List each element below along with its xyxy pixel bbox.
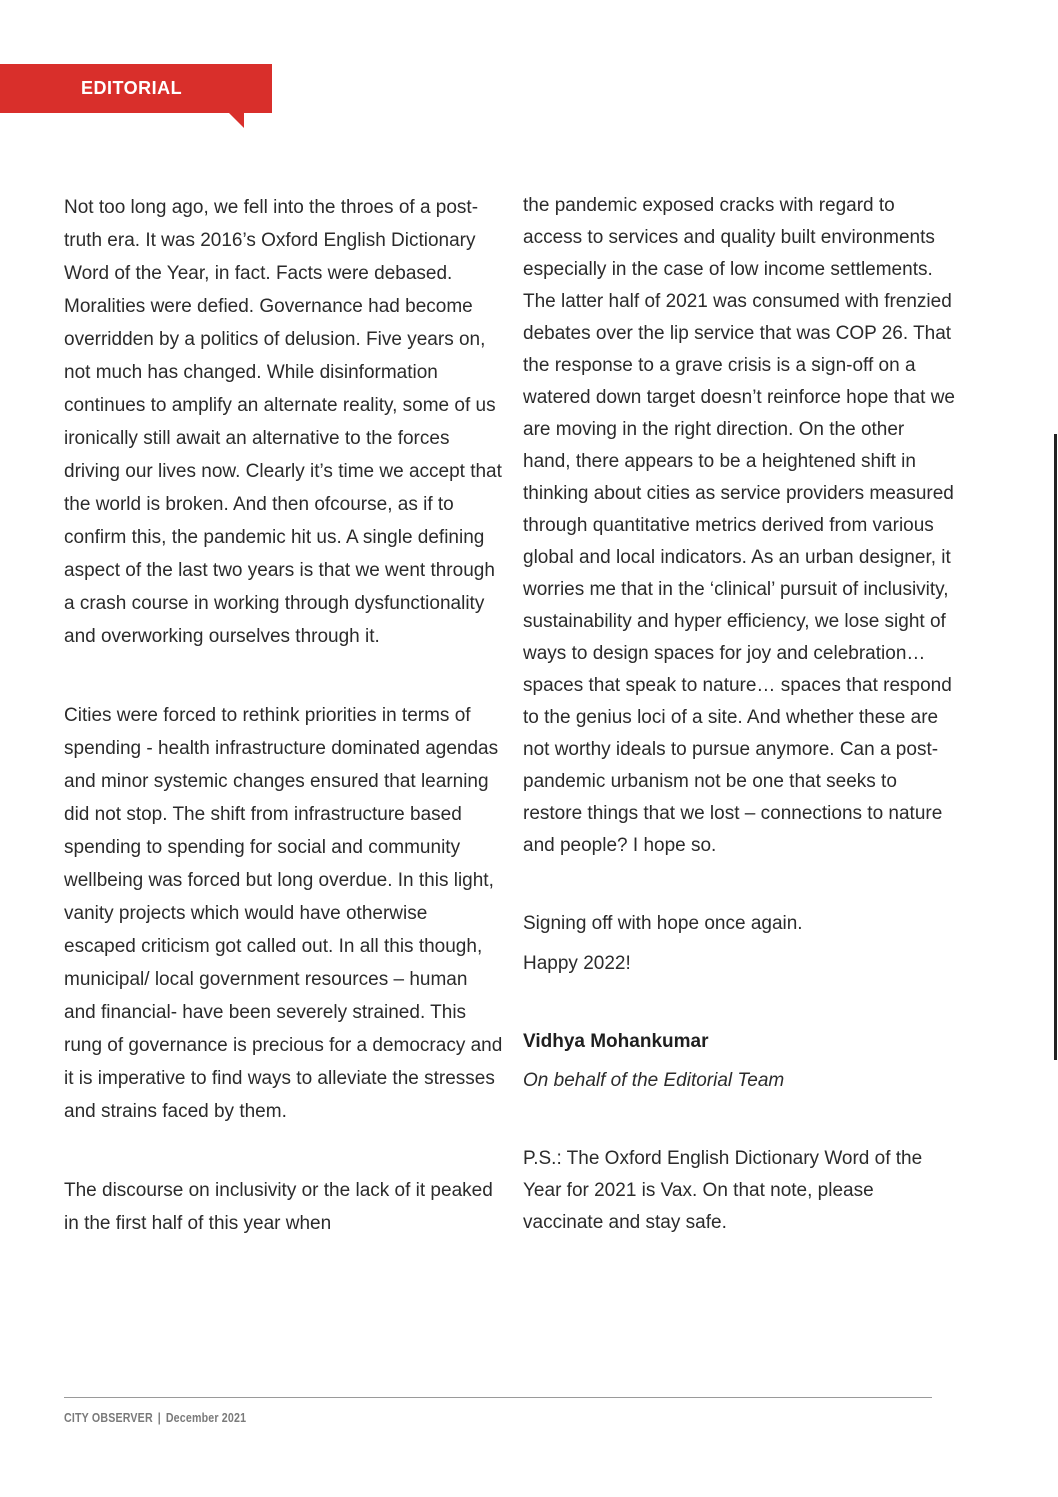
left-column xyxy=(64,191,504,1240)
paragraph-1: Not too long ago, we fell into the throes of a post-truth era. It was 2016’s Oxford English Dictionary Word of the Year, in fact. Facts were debased. Moralities were defied. Governance had become overridden by a politics of delusion. Five years on, not much has changed. While disinformation continues to amplify an alternate reality, some of us ironically still await an alternative to the forces driving our lives now. Clearly it’s time we accept that the world is broken. And then ofcourse, as if to confirm this, the pandemic hit us. A single defining aspect of the last two years is that we went through a crash course in working through dysfunctionality and overworking ourselves through it. xyxy=(64,197,502,647)
postscript: P.S.: The Oxford English Dictionary Word of the Year for 2021 is Vax. On that note, please vaccinate and stay safe. xyxy=(523,1148,923,1233)
paragraph-2: Cities were forced to rethink priorities in terms of spending - health infrastructure dominated agendas and minor systemic changes ensured that learning did not stop. The shift from infrastructure based spending to spending for social and community wellbeing was forced but long overdue. In this light, vanity projects which would have otherwise escaped criticism got called out. In all this though, municipal/ local government resources – human and financial- have been severely strained. This rung of governance is precious for a democracy and it is imperative to find ways to alleviate the stresses and strains faced by them. xyxy=(64,705,503,1122)
greeting-line: Happy 2022! xyxy=(523,953,631,974)
footer-divider xyxy=(64,1397,932,1398)
signoff-line: Signing off with hope once again. xyxy=(523,913,803,934)
page-footer xyxy=(64,1410,246,1425)
author-name: Vidhya Mohankumar xyxy=(523,1031,709,1052)
right-column xyxy=(523,190,955,1239)
paragraph-4: the pandemic exposed cracks with regard to access to services and quality built environments especially in the case of low income settlements. The latter half of 2021 was consumed with frenzied debates over the lip service that was COP 26. That the response to a grave crisis is a sign-off on a watered down target doesn’t reinforce hope that we are moving in the right direction. On the other hand, there appears to be a heightened shift in thinking about cities as service providers measured through quantitative metrics derived from various global and local indicators. As an urban designer, it worries me that in the ‘clinical’ pursuit of inclusivity, sustainability and hyper efficiency, we lose sight of ways to design spaces for joy and celebration… spaces that speak to nature… spaces that respond to the genius loci of a site. And whether these are not worthy ideals to pursue anymore. Can a post-pandemic urbanism not be one that seeks to restore things that we lost – connections to nature and people? I hope so. xyxy=(523,195,955,856)
side-rule xyxy=(1054,434,1057,1060)
footer-separator: | xyxy=(157,1410,161,1425)
author-role: On behalf of the Editorial Team xyxy=(523,1070,785,1091)
section-tag-tail xyxy=(228,112,244,128)
paragraph-3: The discourse on inclusivity or the lack of it peaked in the first half of this year when xyxy=(64,1180,493,1234)
footer-publication: CITY OBSERVER xyxy=(64,1410,153,1425)
footer-issue: December 2021 xyxy=(165,1410,247,1425)
section-tag-label: EDITORIAL xyxy=(81,78,183,98)
